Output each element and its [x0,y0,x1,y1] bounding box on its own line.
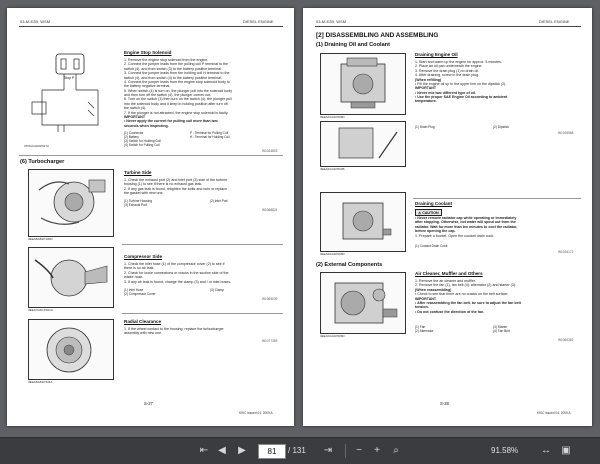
compressor-side-title: Compressor Side [124,254,163,259]
dipstick-illustration [321,122,405,166]
page-count: / 131 [288,446,306,455]
ref-number: W1026172 [558,250,574,254]
engine-oil-figure [320,53,406,115]
divider [122,244,283,245]
engine-stop-legend-right: P : Terminal for Pulling Coil H : Terminal for Holding Coil [190,131,230,139]
figure-caption: 3EEADAA1P004B [320,167,345,171]
radial-steps: 1. If the wheel contact to the housing, replace the turbocharger assembly with new one. [124,327,224,336]
important-label: IMPORTANT [124,114,146,119]
header-left: 03-M-E2B, WSM [316,19,347,24]
external-components-figure [320,272,406,334]
ref-number: W1077353 [262,339,278,343]
important-label: IMPORTANT [415,296,437,301]
zoom-in-icon[interactable]: + [374,445,380,456]
draining-oil-legend: (1) Drain Plug [415,125,435,129]
coolant-figure [320,192,406,252]
divider [413,198,581,199]
engine-stop-legend: (1) Connector (2) Battery (3) Switch for Holding Coil (4) Switch for Pulling Coil [124,131,161,147]
radial-clearance-title: Radial Clearance [124,319,162,324]
figure-caption: 3EEABAB1P100D [28,237,53,241]
pdf-toolbar [0,437,600,464]
coolant-caution-text: • Never remove radiator cap while operating or immediately after stopping. Otherwise, hot water will spout out from the radiator. Wait for more than ten minutes to cool the radiator, before opening the cap. 1. Prepare a bucket. Open the coolant drain cock. [415,216,518,238]
header-rule [315,26,581,27]
air-cleaner-legend: (1) Fan (2) Alternator [415,325,434,333]
radial-clearance-illustration [29,320,113,379]
issue-note: KISC issued 04, 2009 A [537,411,571,415]
ref-number: W1069039 [262,297,278,301]
air-cleaner-title: Air Cleaner, Muffler and Others [415,271,483,276]
stop-p-label: Stop P [64,76,75,80]
air-cleaner-legend-right: (3) Starter (4) Fan Belt [493,325,510,333]
warning-icon: ⚠ [418,210,422,215]
draining-oil-legend-right: (2) Dipstick [493,125,509,129]
subsection-title: (2) External Components [316,262,383,268]
figure-caption: 3TMACAD6P027A [24,144,50,148]
ref-number: W1068824 [262,208,278,212]
draining-oil-steps: 1. Start and warm up the engine for approx. 5 minutes. 2. Place an oil pan underneath the engine. 3. Remove the drain plug (1) to drain oil. 4. After draining, screw in the drain plug. (When refilling) • Fill the engine oil up to the upper line on the dipstick (2). IMPORTANT • Never mix two different type of oil. • Use the proper SAE Engine Oil according to ambient temperature. [415,60,508,104]
divider [19,155,283,156]
compressor-legend: (1) Inlet Hose (2) Compressor Cover [124,288,156,296]
figure-caption: 3EEABAB1P333A [28,380,53,384]
ref-number: W1060352 [558,338,574,342]
caution-badge: ⚠ CAUTION [415,209,442,216]
page-number: S-28 [440,401,449,406]
coolant-illustration [321,193,405,251]
header-rule [19,26,283,27]
page-number: S-27 [144,401,153,406]
draining-engine-oil-title: Draining Engine Oil [415,52,458,57]
turbine-illustration [29,170,113,236]
compressor-figure [28,247,114,308]
draining-coolant-title: Draining Coolant [415,201,453,206]
compressor-legend-right: (3) Clamp [210,288,224,292]
figure-caption: 3EEAOAD1P022A [28,308,53,312]
air-cleaner-steps: 1. Remove the air cleaner and muffler. 2. Remove the fan (1), fan belt (4), alternator (2) and starter (3). (When reassembling) • Check to see that there are no cracks on the belt surface. IMPORTANT • After reassembling the fan belt, be sure to adjust the fan belt tension. • Do not confuse the direction of the fan. [415,279,521,314]
fit-width-icon[interactable]: ↔ [541,445,551,456]
turbine-legend: (1) Turbine Housing (3) Exhaust Port [124,199,152,207]
ref-number: W1026568 [558,131,574,135]
engine-stop-steps: 1. Remove the engine stop solenoid from the engine. 2. Connect the jumper leads from the pulling coil P terminal to the switch (4), and from switch (3) to the battery positive terminal. 3. Connect the jumper leads from the holding coil H terminal to the switch (4), and from switch (4) to the battery positive terminal. 4. Connect the jumper leads from the engine stop solenoid body to the battery negative terminal. 5. When switch (4) is turn on, the plunger pull into the solenoid body and then turn off the switch (4), the plunger comes out. 6. Turn on the switch (3) then turn on the switch (4), the plunger pull into the solenoid body and it keep in holding position after turn off the switch (4). 7. If the plunger is not attracted, the engine stop solenoid is faulty. IMPORTANT • Never apply the current for pulling coil more than two seconds when inspecting. [124,58,233,128]
zoom-out-icon[interactable]: − [356,445,362,456]
figure-caption: 3EEADAA1P006D [320,334,345,338]
dipstick-figure [320,121,406,167]
solenoid-wiring-diagram [24,50,116,140]
coolant-legend: (1) Coolant Drain Cock [415,244,448,248]
figure-caption: 3EEADAA1P005D [320,252,345,256]
header-right: DIESEL ENGINE [243,19,274,24]
prev-page-icon[interactable]: ◀ [218,445,226,456]
zoom-menu-icon[interactable]: ⌕ [393,445,399,456]
header-right: DIESEL ENGINE [539,19,570,24]
left-page [7,8,294,426]
turbine-legend-right: (2) Inlet Port [210,199,228,203]
zoom-level[interactable]: 91.58% [491,446,519,455]
turbine-side-title: Turbine Side [124,170,152,175]
solenoid-wiring-figure [24,50,116,140]
next-page-icon[interactable]: ▶ [238,445,246,456]
page-number-input[interactable]: 81 [258,444,286,459]
engine-illustration [321,54,405,114]
turbine-figure [28,169,114,237]
issue-note: KISC issued 04, 2009 A [239,411,273,415]
turbocharger-heading: (6) Turbocharger [20,159,65,165]
toolbar-separator [345,444,346,458]
first-page-icon[interactable]: ⇤ [199,445,209,456]
compressor-steps: 1. Check the inlet hose (1) of the compressor cover (2) to see if there is no air leak. 2. Check for loose connections or cracks in the suction side of the intake hose. 3. If any air leak is found, change the clamp (3) and / or inlet hoses. [124,262,232,284]
ref-number: W1024803 [262,149,278,153]
fit-page-icon[interactable]: ▣ [561,445,571,456]
section-title: [2] DISASSEMBLING AND ASSEMBLING [316,32,439,39]
turbine-steps: 1. Check the exhaust port (2) and inlet port (3) side of the turbine housing (1) to see if there is no exhaust gas leak. 2. If any gas leak is found, retighten the bolts and nuts or replace the gasket with new one. [124,178,228,196]
radial-figure [28,319,114,380]
compressor-illustration [29,248,113,307]
important-label: IMPORTANT [415,86,437,91]
header-left: 03-M-E2B, WSM [20,19,51,24]
right-page [303,8,592,426]
subsection-title: (1) Draining Oil and Coolant [316,42,390,48]
engine-external-illustration [321,273,405,333]
last-page-icon[interactable]: ⇥ [323,445,333,456]
figure-caption: 3EEADAA1P008D [320,115,345,119]
engine-stop-title: Engine Stop Solenoid [124,50,172,55]
divider [122,313,283,314]
